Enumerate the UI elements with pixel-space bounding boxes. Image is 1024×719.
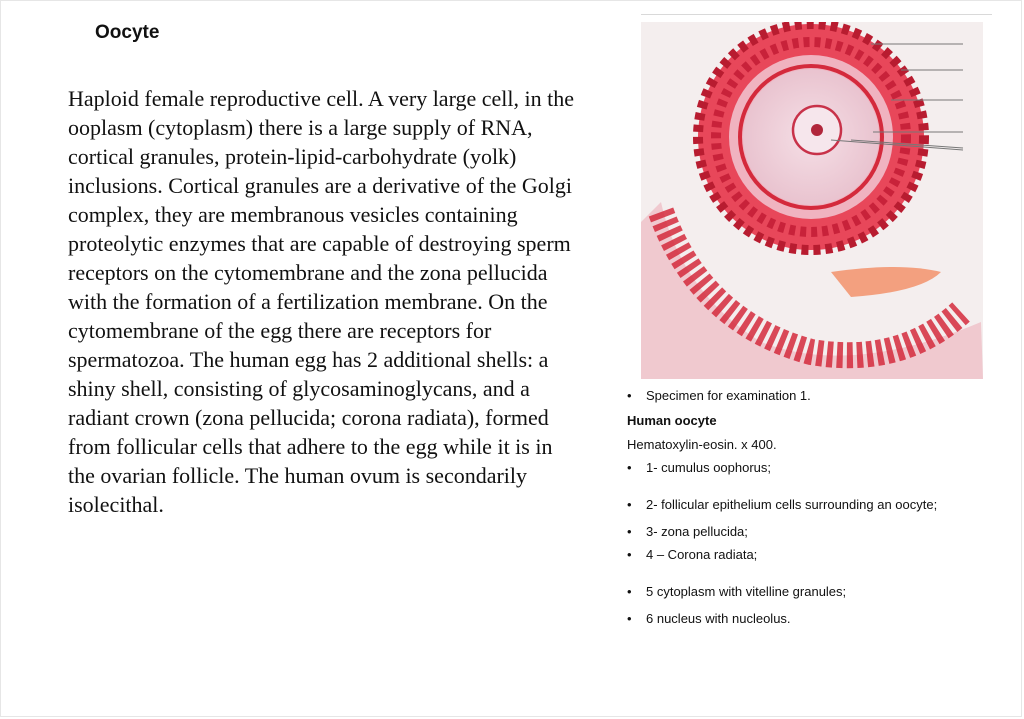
caption-item-text: 2- follicular epithelium cells surrounding an oocyte; (646, 497, 938, 512)
caption-stain: Hematoxylin-eosin. x 400. (627, 437, 777, 452)
caption-item (627, 460, 771, 475)
top-rule (641, 14, 992, 15)
caption-item-text: 3- zona pellucida; (646, 524, 748, 539)
caption-specimen-text: Specimen for examination 1. (646, 388, 811, 403)
bullet: • (627, 584, 632, 599)
bullet: • (627, 497, 632, 512)
caption-item-text: 6 nucleus with nucleolus. (646, 611, 791, 626)
caption-item (627, 524, 748, 539)
caption-item-text: 5 cytoplasm with vitelline granules; (646, 584, 847, 599)
nucleolus (811, 124, 823, 136)
caption-item-text: 1- cumulus oophorus; (646, 460, 772, 475)
oocyte-micrograph (641, 22, 983, 379)
bullet: • (627, 460, 632, 475)
caption-item (627, 497, 937, 512)
bullet: • (627, 524, 632, 539)
caption-item (627, 547, 757, 562)
caption-heading: Human oocyte (627, 413, 717, 428)
caption-item-text: 4 – Corona radiata; (646, 547, 758, 562)
antrum-fluid (831, 267, 941, 297)
oocyte-illustration (641, 22, 983, 379)
slide-body-text: Haploid female reproductive cell. A very large cell, in the ooplasm (cytoplasm) there is a large supply of RNA, cortical granules, protein-lipid-carbohydrate (yolk) inclusions. Cortical granules are a derivative of the Golgi complex, they are membranous vesicles containing proteolytic enzymes that are capable of destroying sperm receptors on the cytomembrane and the zona pellucida with the formation of a fertilization membrane. On the cytomembrane of the egg there are receptors for spermatozoa. The human egg has 2 additional shells: a shiny shell, consisting of glycosaminoglycans, and a radiant crown (zona pellucida; corona radiata), formed from follicular cells that adhere to the egg while it is in the ovarian follicle. The human ovum is secondarily isolecithal. (68, 86, 575, 517)
slide-title: Oocyte (95, 22, 160, 43)
bullet: • (627, 547, 632, 562)
caption-specimen (627, 388, 811, 403)
bullet: • (627, 611, 632, 626)
caption-item (627, 611, 791, 626)
caption-item (627, 584, 846, 599)
bullet: • (627, 388, 632, 403)
